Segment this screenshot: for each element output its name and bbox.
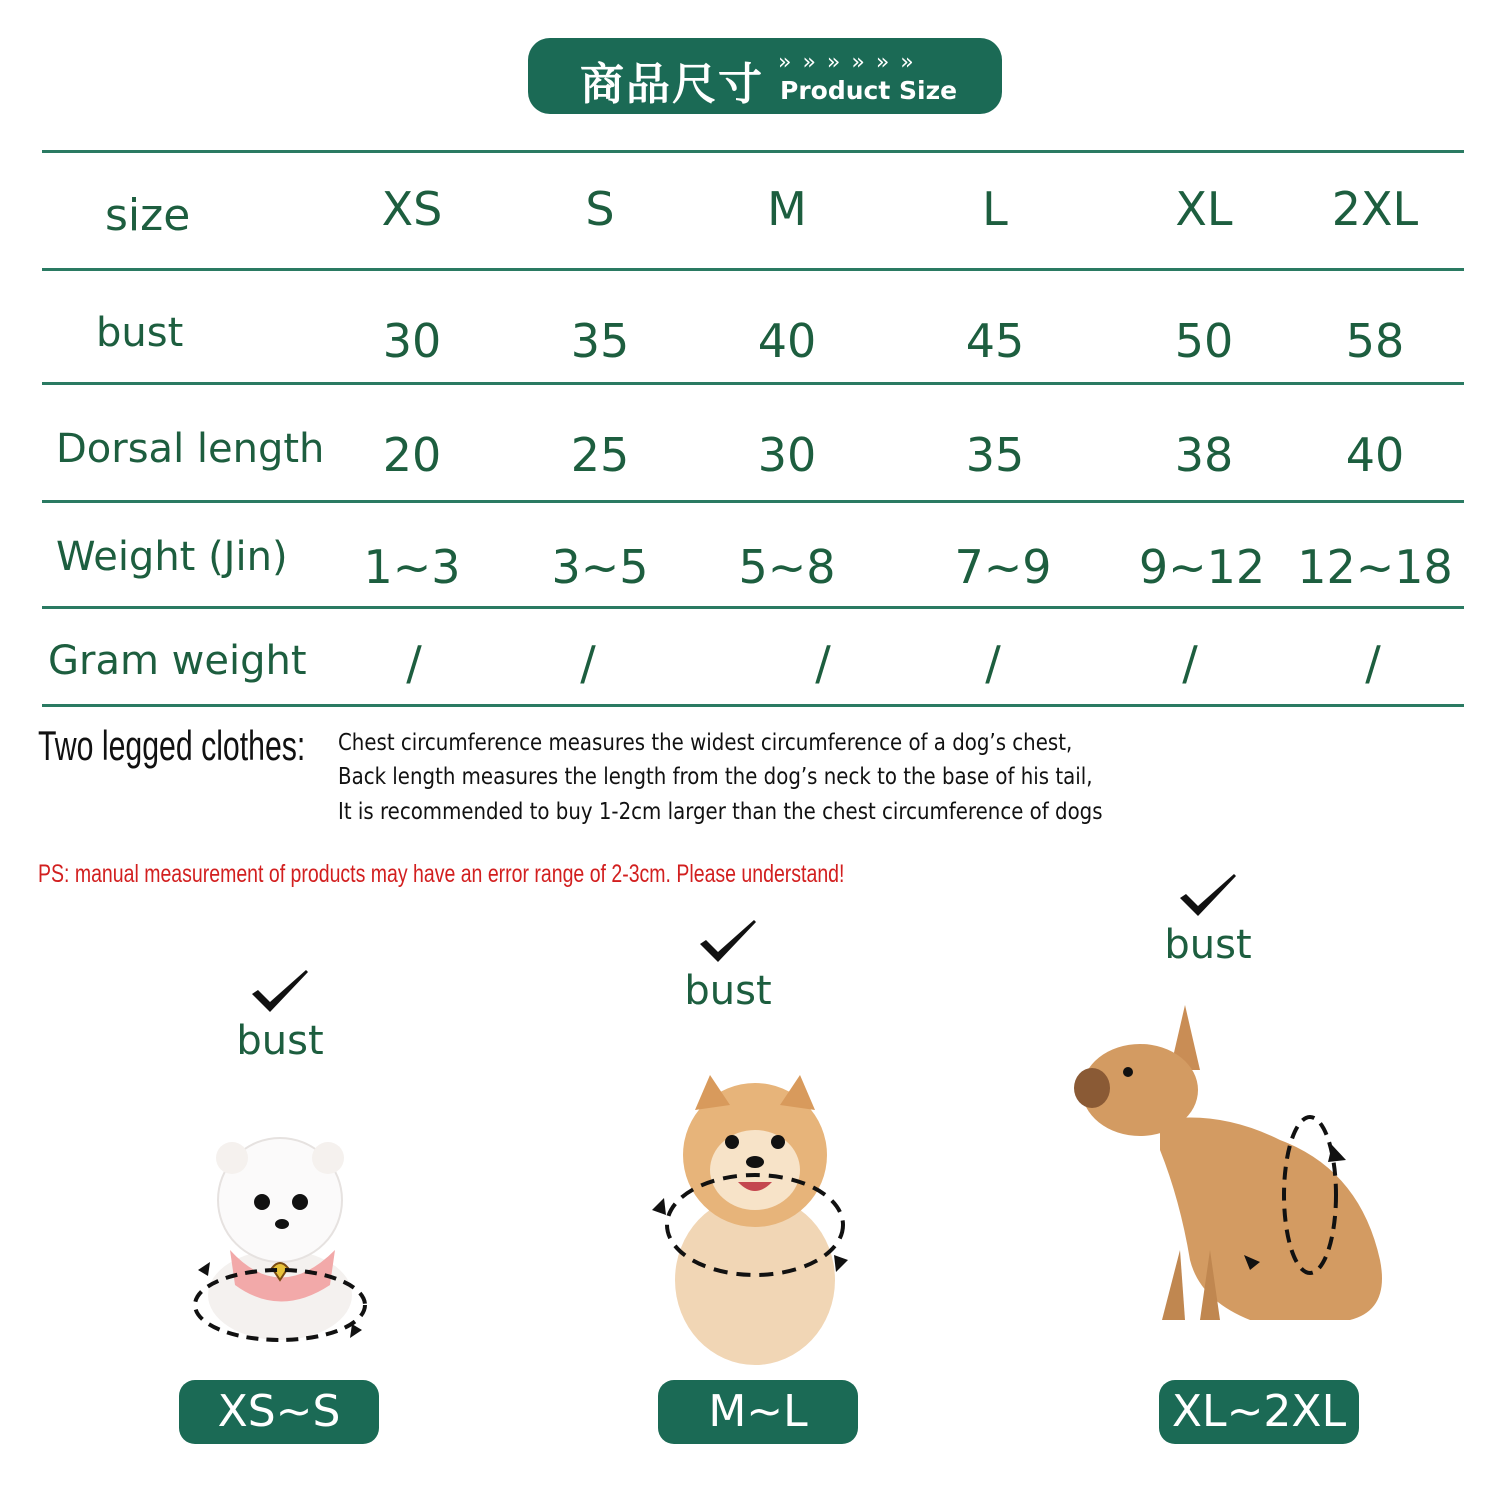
bust-label-block xyxy=(1108,872,1308,968)
bust-xs: 30 xyxy=(382,314,442,368)
weight-xs: 1~3 xyxy=(363,540,461,594)
weight-2xl: 12~18 xyxy=(1297,540,1453,594)
gram-m: / xyxy=(815,636,831,690)
description-line: It is recommended to buy 1-2cm larger than the chest circumference of dogs xyxy=(338,799,1103,825)
size-header-l: L xyxy=(982,182,1008,236)
bust-l: 45 xyxy=(965,314,1025,368)
table-divider xyxy=(42,382,1464,385)
bust-label-block xyxy=(180,968,380,1064)
dorsal-xl: 38 xyxy=(1174,428,1234,482)
table-divider xyxy=(42,704,1464,707)
weight-xl: 9~12 xyxy=(1138,540,1266,594)
white-pomeranian-icon xyxy=(180,1120,380,1350)
bust-label: bust xyxy=(236,1018,324,1064)
size-range-badge: M~L xyxy=(658,1380,858,1444)
header-title-en: Product Size xyxy=(780,76,958,105)
size-table xyxy=(42,150,1464,708)
gram-l: / xyxy=(985,636,1001,690)
gram-2xl: / xyxy=(1365,636,1381,690)
product-size-header xyxy=(528,38,1002,114)
bust-2xl: 58 xyxy=(1345,314,1405,368)
gram-s: / xyxy=(580,636,596,690)
weight-m: 5~8 xyxy=(738,540,836,594)
size-header-m: M xyxy=(767,182,807,236)
row-label-gram-weight: Gram weight xyxy=(48,638,307,684)
bust-label-block xyxy=(628,918,828,1014)
row-label-dorsal-length: Dorsal length xyxy=(56,426,325,472)
dorsal-xs: 20 xyxy=(382,428,442,482)
description-line: Chest circumference measures the widest circumference of a dog’s chest, xyxy=(338,730,1073,756)
gram-xl: / xyxy=(1182,636,1198,690)
size-range-badge: XS~S xyxy=(179,1380,379,1444)
checkmark-icon xyxy=(696,918,760,968)
row-label-size: size xyxy=(105,190,191,241)
chevron-right-icon: » » » » » » xyxy=(778,50,916,75)
description-heading: Two legged clothes: xyxy=(38,722,306,769)
bust-label: bust xyxy=(1164,922,1252,968)
bust-s: 35 xyxy=(570,314,630,368)
dorsal-2xl: 40 xyxy=(1345,428,1405,482)
table-divider xyxy=(42,268,1464,271)
size-header-2xl: 2XL xyxy=(1331,182,1419,236)
size-header-s: S xyxy=(585,182,615,236)
ps-note: PS: manual measurement of products may have an error range of 2-3cm. Please understand! xyxy=(38,860,845,888)
bust-label: bust xyxy=(684,968,772,1014)
checkmark-icon xyxy=(248,968,312,1018)
size-range-badge: XL~2XL xyxy=(1159,1380,1359,1444)
checkmark-icon xyxy=(1176,872,1240,922)
size-header-xl: XL xyxy=(1175,182,1233,236)
french-bulldog-icon xyxy=(1070,1000,1400,1340)
weight-l: 7~9 xyxy=(954,540,1052,594)
header-title-cn: 商品尺寸 xyxy=(580,59,764,110)
weight-s: 3~5 xyxy=(551,540,649,594)
gram-xs: / xyxy=(406,636,422,690)
description-line: Back length measures the length from the dog’s neck to the base of his tail, xyxy=(338,764,1093,790)
row-label-weight: Weight (Jin) xyxy=(56,534,288,580)
table-divider xyxy=(42,150,1464,153)
dorsal-s: 25 xyxy=(570,428,630,482)
bust-m: 40 xyxy=(757,314,817,368)
table-divider xyxy=(42,606,1464,609)
bust-xl: 50 xyxy=(1174,314,1234,368)
table-divider xyxy=(42,500,1464,503)
dorsal-m: 30 xyxy=(757,428,817,482)
size-header-xs: XS xyxy=(381,182,443,236)
pomeranian-icon xyxy=(640,1070,870,1370)
dorsal-l: 35 xyxy=(965,428,1025,482)
row-label-bust: bust xyxy=(96,310,184,356)
